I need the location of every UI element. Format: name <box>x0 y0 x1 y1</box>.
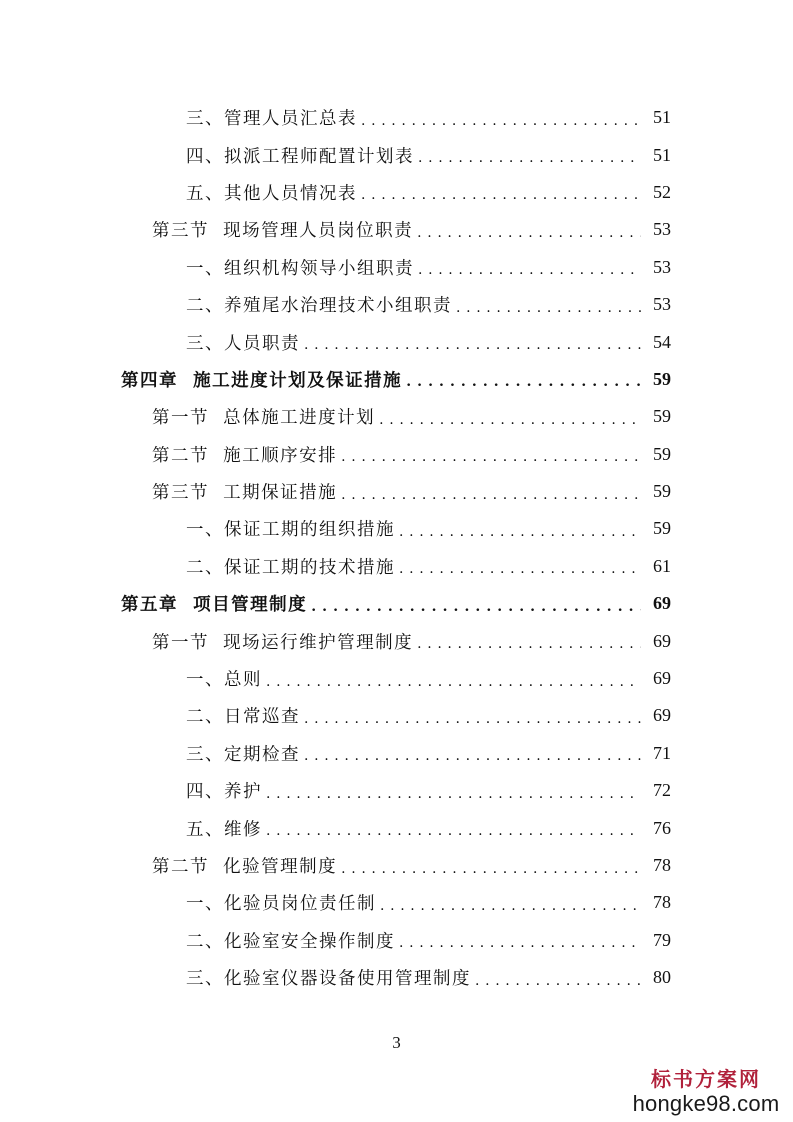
toc-entry-page: 53 <box>653 256 671 277</box>
toc-entry-page: 59 <box>653 368 671 389</box>
toc-dot-leader <box>341 484 641 504</box>
toc-entry-title: 第一节 总体施工进度计划 <box>152 408 376 429</box>
toc-subsection-entry[interactable] <box>0 548 793 585</box>
toc-entry-page: 61 <box>653 555 671 576</box>
toc-dot-leader <box>379 409 641 429</box>
toc-entry-title: 第三节 现场管理人员岗位职责 <box>152 221 414 242</box>
toc-entry-page: 72 <box>653 780 671 801</box>
toc-subsection-entry[interactable] <box>0 809 793 846</box>
toc-dot-leader <box>341 446 641 466</box>
toc-subsection-entry[interactable] <box>0 136 793 173</box>
toc-entry-title: 三、管理人员汇总表 <box>186 109 357 130</box>
toc-entry-title: 二、日常巡查 <box>186 707 300 728</box>
toc-entry-page: 69 <box>653 630 671 651</box>
toc-entry-title: 二、养殖尾水治理技术小组职责 <box>186 296 452 317</box>
toc-dot-leader <box>418 147 641 167</box>
toc-dot-leader <box>266 783 641 803</box>
toc-entry-title: 第三节 工期保证措施 <box>152 483 338 504</box>
toc-dot-leader <box>475 970 641 990</box>
toc-subsection-entry[interactable] <box>0 174 793 211</box>
toc-entry-title: 三、化验室仪器设备使用管理制度 <box>186 969 471 990</box>
toc-subsection-entry[interactable] <box>0 99 793 136</box>
toc-entry-page: 51 <box>653 144 671 165</box>
toc-subsection-entry[interactable] <box>0 660 793 697</box>
toc-entry-page: 59 <box>653 518 671 539</box>
toc-subsection-entry[interactable] <box>0 735 793 772</box>
page-number: 3 <box>392 1033 401 1052</box>
toc-entry-page: 59 <box>653 443 671 464</box>
toc-subsection-entry[interactable] <box>0 922 793 959</box>
toc-subsection-entry[interactable] <box>0 323 793 360</box>
toc-entry-page: 69 <box>653 593 671 614</box>
toc-dot-leader <box>418 259 641 279</box>
toc-section-entry[interactable] <box>0 847 793 884</box>
toc-entry-page: 69 <box>653 668 671 689</box>
toc-entry-title: 二、化验室安全操作制度 <box>186 931 395 952</box>
toc-entry-page: 53 <box>653 294 671 315</box>
toc-entry-title: 三、人员职责 <box>186 333 300 354</box>
toc-entry-page: 79 <box>653 929 671 950</box>
toc-dot-leader <box>341 858 641 878</box>
toc-dot-leader <box>266 671 641 691</box>
toc-dot-leader <box>380 895 641 915</box>
toc-subsection-entry[interactable] <box>0 286 793 323</box>
toc-entry-title: 第二节 施工顺序安排 <box>152 445 338 466</box>
toc-entry-title: 五、其他人员情况表 <box>186 183 357 204</box>
toc-entry-page: 80 <box>653 967 671 988</box>
toc-dot-leader <box>361 110 641 130</box>
toc-entry-page: 52 <box>653 181 671 202</box>
toc-subsection-entry[interactable] <box>0 510 793 547</box>
toc-section-entry[interactable] <box>0 622 793 659</box>
toc-entry-page: 71 <box>653 742 671 763</box>
toc-entry-title: 五、维修 <box>186 819 262 840</box>
toc-section-entry[interactable] <box>0 436 793 473</box>
toc-entry-title: 第一节 现场运行维护管理制度 <box>152 632 414 653</box>
toc-entry-title: 二、保证工期的技术措施 <box>186 557 395 578</box>
toc-entry-title: 第二节 化验管理制度 <box>152 857 338 877</box>
toc-dot-leader <box>399 558 641 578</box>
toc-entry-title: 四、养护 <box>186 782 262 803</box>
toc-entry-page: 78 <box>653 892 671 913</box>
toc-dot-leader <box>304 334 641 354</box>
toc-dot-leader <box>304 708 641 728</box>
toc-entry-page: 59 <box>653 481 671 502</box>
toc-subsection-entry[interactable] <box>0 697 793 734</box>
toc-dot-leader <box>361 184 641 204</box>
toc-entry-title: 一、化验员岗位责任制 <box>186 894 376 915</box>
toc-entry-title: 三、定期检查 <box>186 744 300 765</box>
toc-section-entry[interactable] <box>0 398 793 435</box>
toc-entry-title: 一、总则 <box>186 670 262 691</box>
toc-chapter-entry[interactable] <box>0 361 793 398</box>
table-of-contents <box>0 99 793 996</box>
toc-entry-title: 第四章 施工进度计划及保证措施 <box>121 370 403 391</box>
watermark-brand: 标书方案网 <box>651 1067 761 1091</box>
toc-entry-page: 69 <box>653 705 671 726</box>
toc-chapter-entry[interactable] <box>0 585 793 622</box>
toc-entry-title: 一、保证工期的组织措施 <box>186 520 395 541</box>
toc-dot-leader <box>304 745 641 765</box>
toc-entry-page: 51 <box>653 107 671 128</box>
toc-subsection-entry[interactable] <box>0 884 793 921</box>
toc-entry-page: 78 <box>653 855 671 875</box>
toc-entry-title: 一、组织机构领导小组职责 <box>186 258 414 279</box>
toc-entry-title: 第五章 项目管理制度 <box>121 595 308 616</box>
toc-entry-page: 76 <box>653 817 671 838</box>
toc-section-entry[interactable] <box>0 473 793 510</box>
toc-subsection-entry[interactable] <box>0 249 793 286</box>
toc-entry-title: 四、拟派工程师配置计划表 <box>186 146 414 167</box>
toc-entry-page: 54 <box>653 331 671 352</box>
toc-dot-leader <box>266 820 641 840</box>
toc-section-entry[interactable] <box>0 211 793 248</box>
toc-dot-leader <box>399 932 641 952</box>
watermark-url: hongke98.com <box>632 1091 780 1116</box>
toc-subsection-entry[interactable] <box>0 959 793 996</box>
toc-dot-leader <box>406 371 641 391</box>
toc-dot-leader <box>311 596 641 616</box>
toc-dot-leader <box>417 633 641 653</box>
toc-dot-leader <box>399 521 641 541</box>
toc-entry-page: 59 <box>653 406 671 427</box>
toc-subsection-entry[interactable] <box>0 772 793 809</box>
toc-entry-page: 53 <box>653 219 671 240</box>
watermark <box>631 1066 781 1116</box>
toc-dot-leader <box>456 297 641 317</box>
toc-dot-leader <box>417 222 641 242</box>
